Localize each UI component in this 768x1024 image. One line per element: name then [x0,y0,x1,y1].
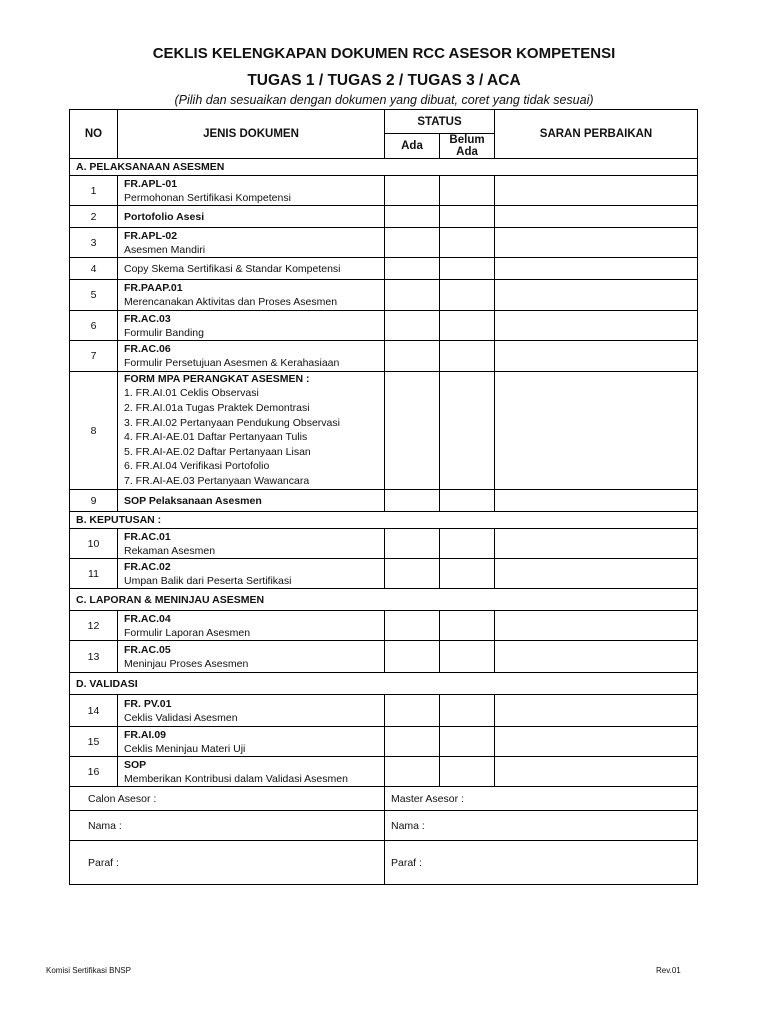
saran-cell[interactable] [495,611,698,641]
doc-code: SOP [124,758,147,771]
section-d-header: D. VALIDASI [70,673,698,695]
doc-list-item: 4. FR.AI-AE.01 Daftar Pertanyaan Tulis [124,431,308,444]
doc-code: FR.AC.01 [124,530,171,543]
saran-cell[interactable] [495,341,698,372]
doc-code: FR.AC.05 [124,643,171,656]
footer-right: Rev.01 [656,966,681,975]
belum-ada-checkbox-cell[interactable] [440,641,495,673]
saran-cell[interactable] [495,372,698,490]
doc-cell [118,559,385,589]
doc-desc: Ceklis Validasi Asesmen [124,711,238,724]
doc-cell [118,529,385,559]
doc-cell [118,372,385,490]
col-header-doc: JENIS DOKUMEN [118,110,385,159]
table-row [70,529,698,559]
belum-ada-checkbox-cell[interactable] [440,529,495,559]
doc-desc: Permohonan Sertifikasi Kompetensi [124,191,291,204]
ada-checkbox-cell[interactable] [385,757,440,787]
table-row [70,490,698,512]
doc-code: SOP Pelaksanaan Asesmen [124,494,262,507]
section-a-header: A. PELAKSANAAN ASESMEN [70,159,698,176]
row-number: 14 [70,695,118,727]
row-number: 15 [70,727,118,757]
belum-ada-checkbox-cell[interactable] [440,695,495,727]
master-paraf-field[interactable]: Paraf : [385,841,698,885]
table-row [70,228,698,258]
doc-cell [118,280,385,311]
doc-cell [118,611,385,641]
footer-left: Komisi Sertifikasi BNSP [46,966,131,975]
saran-cell[interactable] [495,280,698,311]
table-row [70,559,698,589]
row-number: 9 [70,490,118,512]
row-number: 3 [70,228,118,258]
doc-list-item: 3. FR.AI.02 Pertanyaan Pendukung Observasi [124,416,340,429]
doc-list-item: 2. FR.AI.01a Tugas Praktek Demontrasi [124,402,310,415]
doc-code: FR. PV.01 [124,697,172,710]
belum-ada-checkbox-cell[interactable] [440,258,495,280]
doc-cell [118,228,385,258]
calon-paraf-field[interactable]: Paraf : [70,841,385,885]
doc-cell [118,258,385,280]
doc-cell [118,757,385,787]
belum-ada-checkbox-cell[interactable] [440,228,495,258]
doc-cell [118,641,385,673]
doc-desc: Formulir Banding [124,326,204,339]
row-number: 6 [70,311,118,341]
ada-checkbox-cell[interactable] [385,559,440,589]
table-row [70,727,698,757]
ada-checkbox-cell[interactable] [385,206,440,228]
ada-checkbox-cell[interactable] [385,490,440,512]
row-number: 2 [70,206,118,228]
saran-cell[interactable] [495,641,698,673]
doc-cell [118,176,385,206]
saran-cell[interactable] [495,258,698,280]
col-header-no: NO [70,110,118,159]
doc-code: FR.AI.09 [124,728,167,741]
row-number: 5 [70,280,118,311]
belum-ada-checkbox-cell[interactable] [440,176,495,206]
doc-code: Portofolio Asesi [124,210,205,223]
saran-cell[interactable] [495,695,698,727]
doc-desc: Memberikan Kontribusi dalam Validasi Asesmen [124,772,348,785]
row-number: 16 [70,757,118,787]
doc-code: FR.APL-01 [124,177,178,190]
table-row [70,258,698,280]
row-number: 7 [70,341,118,372]
row-number: 13 [70,641,118,673]
col-header-status: STATUS [385,110,495,134]
belum-ada-checkbox-cell[interactable] [440,559,495,589]
belum-ada-checkbox-cell[interactable] [440,311,495,341]
col-header-ada: Ada [385,134,440,159]
doc-cell [118,311,385,341]
master-nama-field[interactable]: Nama : [385,811,698,841]
col-header-saran: SARAN PERBAIKAN [495,110,698,159]
doc-list-item: 6. FR.AI.04 Verifikasi Portofolio [124,460,270,473]
doc-desc: Rekaman Asesmen [124,544,216,557]
table-row [70,372,698,490]
checklist-table [69,109,698,885]
doc-cell [118,727,385,757]
table-row [70,341,698,372]
doc-cell [118,206,385,228]
doc-desc: Meninjau Proses Asesmen [124,657,249,670]
table-row [70,641,698,673]
belum-ada-checkbox-cell[interactable] [440,206,495,228]
belum-ada-checkbox-cell[interactable] [440,372,495,490]
doc-desc: Copy Skema Sertifikasi & Standar Kompetensi [124,262,341,275]
row-number: 4 [70,258,118,280]
ada-checkbox-cell[interactable] [385,341,440,372]
doc-desc: Merencanakan Aktivitas dan Proses Asesmen [124,296,338,308]
ada-checkbox-cell[interactable] [385,529,440,559]
belum-ada-checkbox-cell[interactable] [440,280,495,311]
belum-ada-checkbox-cell[interactable] [440,757,495,787]
ada-checkbox-cell[interactable] [385,228,440,258]
row-number: 11 [70,559,118,589]
belum-ada-checkbox-cell[interactable] [440,490,495,512]
doc-cell [118,695,385,727]
doc-code: FR.AC.02 [124,560,171,573]
doc-code: FR.APL-02 [124,229,178,242]
document-note: (Pilih dan sesuaikan dengan dokumen yang dibuat, coret yang tidak sesuai) [174,93,594,107]
doc-list-item: 7. FR.AI-AE.03 Pertanyaan Wawancara [124,474,310,487]
document-title: CEKLIS KELENGKAPAN DOKUMEN RCC ASESOR KOMPETENSI [152,45,616,62]
section-c-header: C. LAPORAN & MENINJAU ASESMEN [70,589,698,611]
doc-desc: Formulir Laporan Asesmen [124,626,251,639]
col-header-belum-ada: Belum Ada [440,134,495,159]
saran-cell[interactable] [495,559,698,589]
doc-list-item: 5. FR.AI-AE.02 Daftar Pertanyaan Lisan [124,445,311,458]
section-b-header: B. KEPUTUSAN : [70,512,698,529]
doc-desc: Ceklis Meninjau Materi Uji [124,742,246,755]
doc-code: FR.AC.06 [124,343,171,355]
document-subtitle: TUGAS 1 / TUGAS 2 / TUGAS 3 / ACA [247,72,521,89]
calon-nama-field[interactable]: Nama : [70,811,385,841]
doc-code: FR.AC.03 [124,312,171,325]
doc-list-item: 1. FR.AI.01 Ceklis Observasi [124,387,259,400]
doc-code: FR.PAAP.01 [124,282,183,294]
saran-cell[interactable] [495,490,698,512]
ada-checkbox-cell[interactable] [385,176,440,206]
row-number: 8 [70,372,118,490]
saran-cell[interactable] [495,228,698,258]
doc-desc: Asesmen Mandiri [124,243,206,256]
row-number: 10 [70,529,118,559]
belum-ada-checkbox-cell[interactable] [440,341,495,372]
table-row [70,206,698,228]
ada-checkbox-cell[interactable] [385,372,440,490]
table-row [70,176,698,206]
doc-desc: Umpan Balik dari Peserta Sertifikasi [124,574,292,587]
row-number: 1 [70,176,118,206]
ada-checkbox-cell[interactable] [385,641,440,673]
saran-cell[interactable] [495,757,698,787]
ada-checkbox-cell[interactable] [385,611,440,641]
saran-cell[interactable] [495,206,698,228]
table-row [70,311,698,341]
row-number: 12 [70,611,118,641]
ada-checkbox-cell[interactable] [385,727,440,757]
ada-checkbox-cell[interactable] [385,695,440,727]
saran-cell[interactable] [495,176,698,206]
table-row [70,611,698,641]
doc-desc: Formulir Persetujuan Asesmen & Kerahasiaan [124,357,340,369]
master-asesor-label: Master Asesor : [385,787,698,811]
doc-cell [118,341,385,372]
table-row [70,280,698,311]
doc-cell [118,490,385,512]
doc-code: FORM MPA PERANGKAT ASESMEN : [124,373,310,386]
table-row [70,757,698,787]
saran-cell[interactable] [495,311,698,341]
belum-ada-checkbox-cell[interactable] [440,611,495,641]
table-row [70,695,698,727]
saran-cell[interactable] [495,529,698,559]
saran-cell[interactable] [495,727,698,757]
calon-asesor-label: Calon Asesor : [70,787,385,811]
ada-checkbox-cell[interactable] [385,258,440,280]
ada-checkbox-cell[interactable] [385,311,440,341]
doc-code: FR.AC.04 [124,612,171,625]
belum-ada-checkbox-cell[interactable] [440,727,495,757]
ada-checkbox-cell[interactable] [385,280,440,311]
